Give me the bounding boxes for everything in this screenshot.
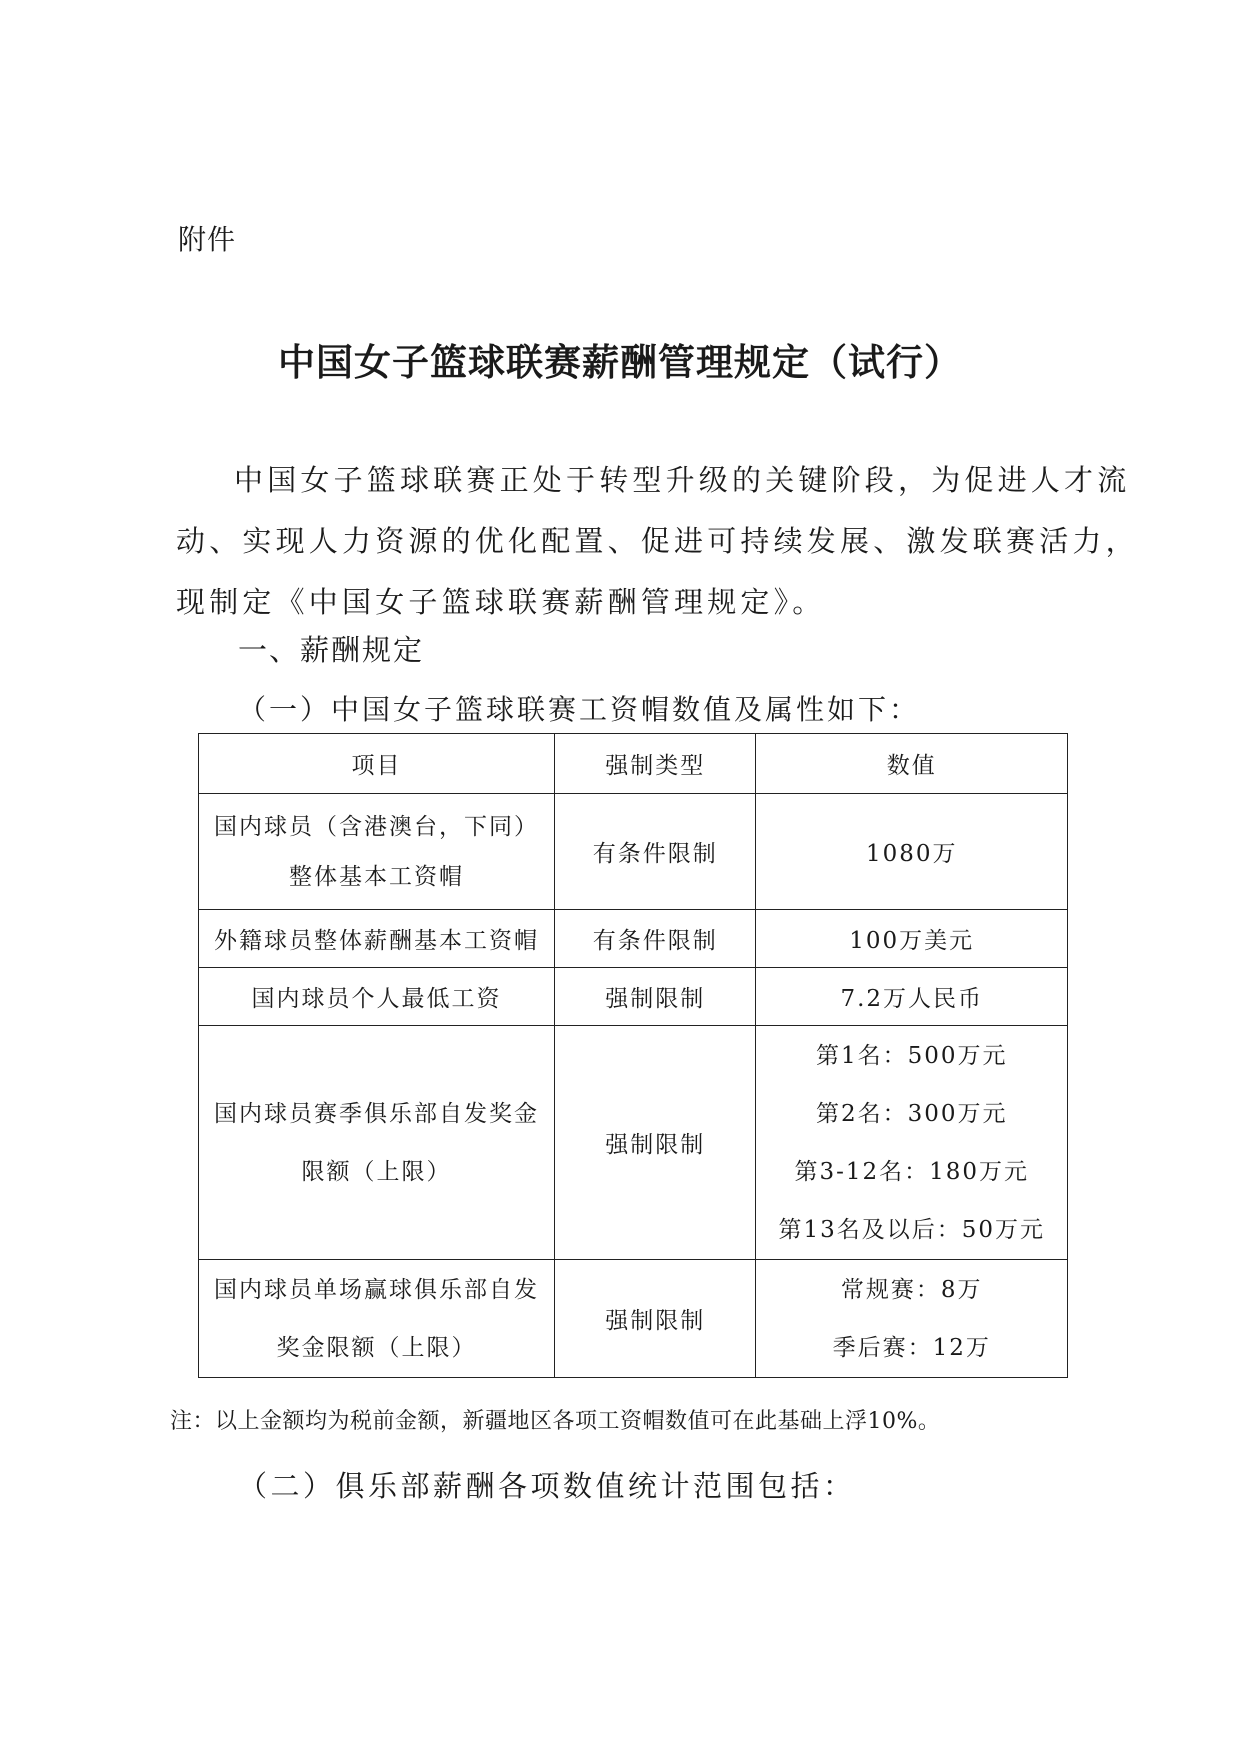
bonus-tier: 第3-12名：180万元: [794, 1158, 1030, 1185]
row-item: [199, 794, 555, 910]
row-value: [756, 1026, 1068, 1260]
table-note: 注：以上金额均为税前金额，新疆地区各项工资帽数值可在此基础上浮10%。: [170, 1409, 941, 1434]
row-type: 有条件限制: [554, 794, 756, 910]
intro-line-2: 动、实现人力资源的优化配置、促进可持续发展、激发联赛活力，: [176, 524, 1139, 558]
row-item-line: 国内球员赛季俱乐部自发奖金: [213, 1100, 539, 1127]
section-heading: 一、薪酬规定: [238, 633, 425, 667]
row-item: 外籍球员整体薪酬基本工资帽: [199, 910, 555, 968]
row-value: 7.2万人民币: [756, 968, 1068, 1026]
bonus-tier: 第13名及以后：50万元: [778, 1216, 1045, 1243]
match-bonus: 常规赛：8万: [840, 1276, 983, 1303]
row-type: 强制限制: [554, 968, 756, 1026]
row-item: [199, 1026, 555, 1260]
intro-line-3: 现制定《中国女子篮球联赛薪酬管理规定》。: [176, 585, 826, 619]
row-type: 强制限制: [554, 1026, 756, 1260]
bonus-tier: 第1名：500万元: [815, 1042, 1008, 1069]
row-value: 100万美元: [756, 910, 1068, 968]
header-value: 数值: [756, 734, 1068, 794]
table-row: [199, 1026, 1068, 1260]
row-item-line: 限额（上限）: [301, 1158, 452, 1185]
document-title: 中国女子篮球联赛薪酬管理规定（试行）: [278, 341, 962, 384]
table-row: [199, 910, 1068, 968]
row-value: 1080万: [756, 794, 1068, 910]
row-type: 强制限制: [554, 1260, 756, 1378]
row-item-line: 国内球员（含港澳台，下同）: [213, 813, 539, 840]
row-item: [199, 1260, 555, 1378]
intro-line-1: 中国女子篮球联赛正处于转型升级的关键阶段，为促进人才流: [234, 463, 1131, 497]
match-bonus: 季后赛：12万: [832, 1334, 991, 1361]
salary-cap-table: [198, 733, 1068, 1378]
attachment-label: 附件: [178, 223, 237, 256]
row-item-line: 整体基本工资帽: [288, 863, 464, 890]
row-item-line: 国内球员单场赢球俱乐部自发: [213, 1276, 539, 1303]
table-row: [199, 794, 1068, 910]
intro-paragraph: [176, 450, 1139, 633]
row-type: 有条件限制: [554, 910, 756, 968]
bonus-tier: 第2名：300万元: [815, 1100, 1008, 1127]
table-row: [199, 1260, 1068, 1378]
sub-heading-2: （二）俱乐部薪酬各项数值统计范围包括：: [238, 1469, 856, 1503]
table-header-row: [199, 734, 1068, 794]
row-item-line: 奖金限额（上限）: [276, 1334, 477, 1361]
row-item: 国内球员个人最低工资: [199, 968, 555, 1026]
row-value: [756, 1260, 1068, 1378]
sub-heading-1: （一）中国女子篮球联赛工资帽数值及属性如下：: [238, 693, 921, 726]
table-row: [199, 968, 1068, 1026]
header-type: 强制类型: [554, 734, 756, 794]
header-item: 项目: [199, 734, 555, 794]
